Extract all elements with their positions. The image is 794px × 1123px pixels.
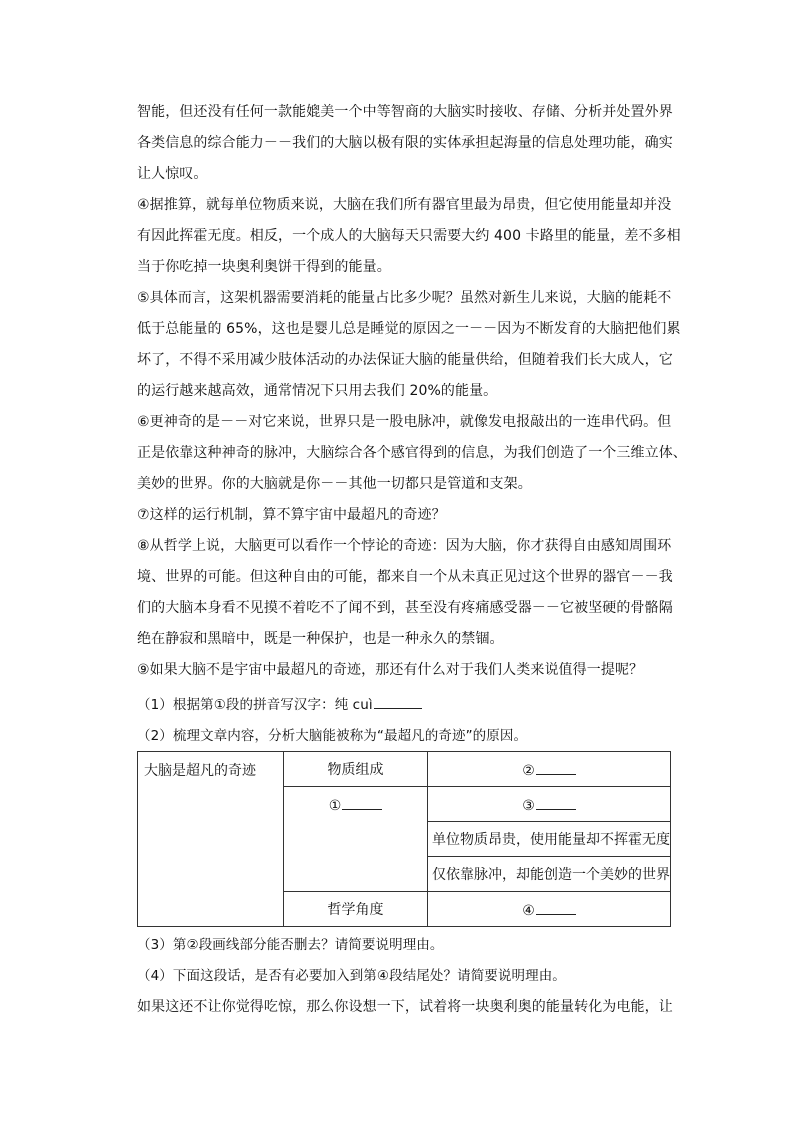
row2-label: ①: [328, 798, 342, 814]
row1-value-cell: [428, 752, 671, 787]
question-1-text: （1）根据第①段的拼音写汉字：纯 cuì: [137, 697, 373, 713]
paragraph-line: ⑧从哲学上说，大脑更可以看作一个悖论的奇迹：因为大脑，你才获得自由感知周围环: [137, 538, 672, 554]
paragraph-line: 境、世界的可能。但这种自由的可能，都来自一个从未真正见过这个世界的器官－－我: [137, 569, 673, 585]
answer-blank[interactable]: [536, 900, 576, 915]
row5-label: 哲学角度: [284, 892, 428, 927]
paragraph-line: ⑦这样的运行机制，算不算宇宙中最超凡的奇迹？: [137, 507, 446, 523]
row1-label: 物质组成: [284, 752, 428, 787]
paragraph-line: ⑤具体而言，这架机器需要消耗的能量占比多少呢？虽然对新生儿来说，大脑的能耗不: [137, 290, 672, 306]
paragraph-line: ⑥更神奇的是－－对它来说，世界只是一股电脉冲，就像发电报敲出的一连串代码。但: [137, 414, 672, 430]
paragraph-line: ⑨如果大脑不是宇宙中最超凡的奇迹，那还有什么对于我们人类来说值得一提呢？: [137, 662, 644, 678]
paragraph-line: 美妙的世界。你的大脑就是你－－其他一切都只是管道和支架。: [137, 476, 532, 492]
paragraph-line: 坏了，不得不采用减少肢体活动的办法保证大脑的能量供给，但随着我们长大成人，它: [137, 352, 673, 368]
answer-blank[interactable]: [536, 760, 576, 775]
paragraph-line: 正是依靠这种神奇的脉冲，大脑综合各个感官得到的信息，为我们创造了一个三维立体、: [137, 445, 687, 461]
row5-value: ④: [522, 902, 535, 919]
question-4: （4）下面这段话，是否有必要加入到第④段结尾处？请简要说明理由。: [137, 968, 566, 984]
paragraph-line: 的运行越来越高效，通常情况下只用去我们 20%的能量。: [137, 383, 498, 399]
answer-blank[interactable]: [374, 694, 422, 709]
paragraph-line: 低于总能量的 65%，这也是婴儿总是睡觉的原因之一－－因为不断发育的大脑把他们累: [137, 321, 681, 337]
table-title-cell: 大脑是超凡的奇迹: [138, 752, 284, 927]
paragraph-line: 智能，但还没有任何一款能媲美一个中等智商的大脑实时接收、存储、分析并处置外界: [137, 104, 673, 120]
paragraph-line: 绝在静寂和黑暗中，既是一种保护，也是一种永久的禁锢。: [137, 631, 504, 647]
row2-label-cell: [284, 787, 428, 892]
row2-value: ③: [522, 797, 535, 814]
answer-blank[interactable]: [536, 795, 576, 810]
question-4-passage: 如果这还不让你觉得吃惊，那么你设想一下，试着将一块奥利奥的能量转化为电能，让: [137, 999, 673, 1015]
question-3: （3）第②段画线部分能否删去？请简要说明理由。: [137, 937, 444, 953]
row1-value: ②: [522, 762, 535, 779]
row4-value: 仅依靠脉冲，却能创造一个美妙的世界: [428, 857, 671, 892]
paragraph-line: 当于你吃掉一块奥利奥饼干得到的能量。: [137, 259, 391, 275]
answer-blank[interactable]: [342, 795, 382, 810]
row2-value-cell: [428, 787, 671, 822]
paragraph-line: 各类信息的综合能力－－我们的大脑以极有限的实体承担起海量的信息处理功能，确实: [137, 135, 673, 151]
paragraph-line: 有因此挥霍无度。相反，一个成人的大脑每天只需要大约 400 卡路里的能量，差不多相: [137, 228, 681, 244]
question-1: [137, 694, 422, 715]
row5-value-cell: [428, 892, 671, 927]
paragraph-line: 们的大脑本身看不见摸不着吃不了闻不到，甚至没有疼痛感受器－－它被坚硬的骨骼隔: [137, 600, 673, 616]
analysis-table: [137, 751, 671, 927]
question-2: （2）梳理文章内容，分析大脑能被称为“最超凡的奇迹”的原因。: [137, 728, 528, 744]
paragraph-line: 让人惊叹。: [137, 166, 208, 182]
paragraph-line: ④据推算，就每单位物质来说，大脑在我们所有器官里最为昂贵，但它使用能量却并没: [137, 197, 672, 213]
row3-value: 单位物质昂贵，使用能量却不挥霍无度: [428, 822, 671, 857]
